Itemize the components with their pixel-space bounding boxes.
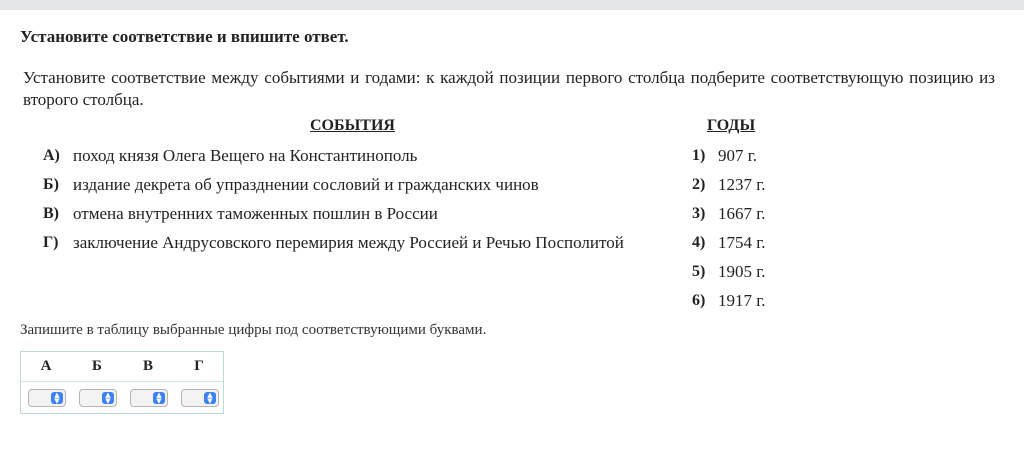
answer-table-divider [21, 381, 223, 382]
event-letter: Б) [43, 176, 59, 193]
year-item [692, 174, 792, 196]
year-item [692, 232, 792, 254]
years-column-title: ГОДЫ [707, 117, 756, 134]
year-text: 1917 г. [718, 291, 766, 310]
event-letter: А) [43, 147, 60, 164]
event-text: поход князя Олега Вещего на Константинополь [73, 146, 418, 165]
events-column-title: СОБЫТИЯ [310, 117, 395, 134]
answer-table [20, 351, 224, 414]
year-item [692, 261, 792, 283]
year-text: 1754 г. [718, 233, 766, 252]
answer-select-v[interactable] [130, 389, 168, 407]
answer-select-b[interactable] [79, 389, 117, 407]
answer-header-b: Б [92, 358, 102, 374]
year-text: 1237 г. [718, 175, 766, 194]
year-number: 6) [692, 292, 706, 309]
chevron-updown-icon: ▲ ▼ [102, 392, 114, 404]
year-text: 907 г. [718, 146, 758, 165]
answer-note: Запишите в таблицу выбранные цифры под соответствующими буквами. [20, 322, 487, 338]
year-text: 1667 г. [718, 204, 766, 223]
year-text: 1905 г. [718, 262, 766, 281]
event-item [43, 232, 683, 254]
event-text: отмена внутренних таможенных пошлин в России [73, 204, 438, 223]
year-item [692, 145, 792, 167]
event-item [43, 174, 683, 196]
answer-header-a: А [40, 358, 52, 374]
event-text: издание декрета об упразднении сословий и гражданских чинов [73, 175, 539, 194]
task-instruction: Установите соответствие между событиями и годами: к каждой позиции первого столбца подберите соответствующую позицию из второго столбца. [23, 68, 995, 109]
chevron-updown-icon: ▲ ▼ [51, 392, 63, 404]
event-text: заключение Андрусовского перемирия между Россией и Речью Посполитой [73, 233, 624, 252]
year-number: 2) [692, 176, 706, 193]
event-letter: Г) [43, 234, 59, 251]
year-number: 1) [692, 147, 706, 164]
answer-header-v: В [142, 358, 153, 374]
task-heading: Установите соответствие и впишите ответ. [20, 27, 349, 46]
year-item [692, 203, 792, 225]
event-item [43, 203, 683, 225]
year-item [692, 290, 792, 312]
answer-select-a[interactable] [28, 389, 66, 407]
answer-header-g: Г [194, 358, 204, 374]
year-number: 5) [692, 263, 706, 280]
top-bar [0, 0, 1024, 10]
chevron-updown-icon: ▲ ▼ [153, 392, 165, 404]
event-letter: В) [43, 205, 59, 222]
chevron-updown-icon: ▲ ▼ [204, 392, 216, 404]
event-item [43, 145, 683, 167]
year-number: 4) [692, 234, 706, 251]
year-number: 3) [692, 205, 706, 222]
answer-select-g[interactable] [181, 389, 219, 407]
